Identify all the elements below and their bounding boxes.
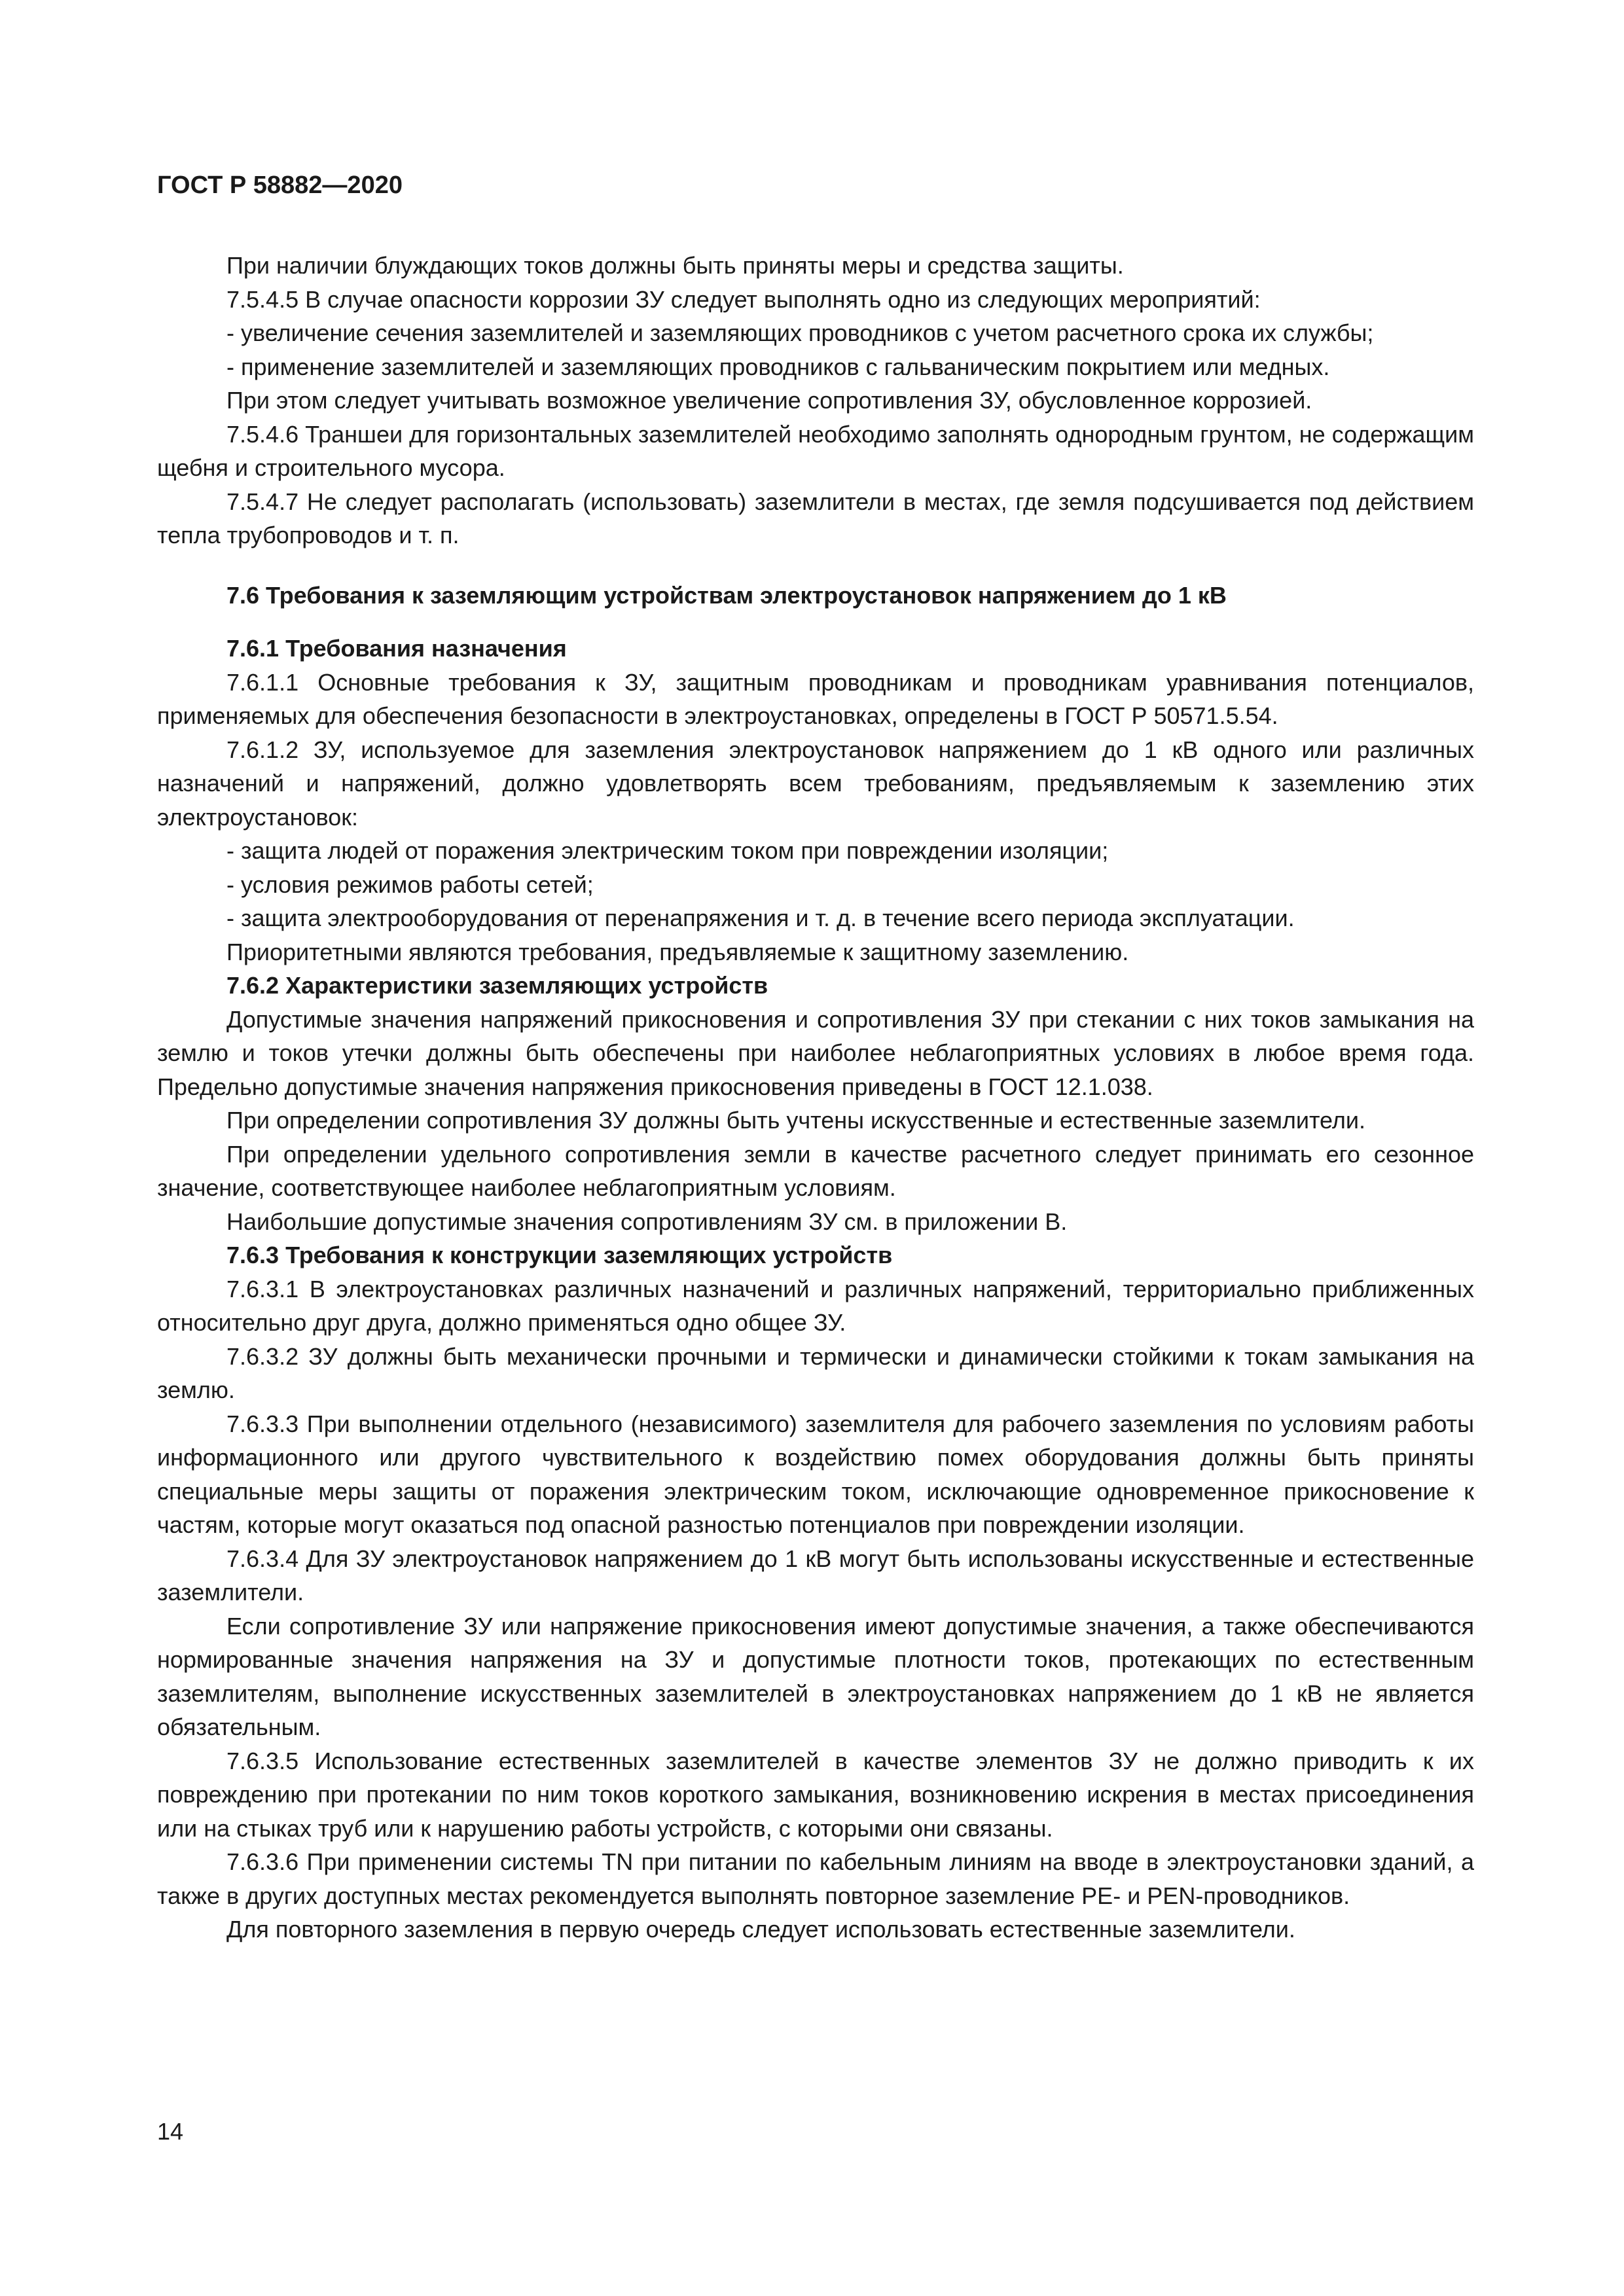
document-header: ГОСТ Р 58882—2020 [157, 171, 403, 199]
clause-7-6-1-2: 7.6.1.2 ЗУ, используемое для заземления электроустановок напряжением до 1 кВ одного или различных назначений и напряжений, должно удовлетворять всем требованиям, предъявляемым к заземлению этих электроустановок: [157, 736, 1474, 831]
list-item: - защита людей от поражения электрическим током при повреждении изоляции; [226, 837, 1109, 864]
clause-7-6-3-5: 7.6.3.5 Использование естественных заземлителей в качестве элементов ЗУ не должно приводить к их повреждению при протекании по ним токов короткого замыкания, возникновению искрения в местах присоединения или на стыках труб или к нарушению работы устройств, с которыми они связаны. [157, 1747, 1474, 1842]
list-item: - защита электрооборудования от перенапряжения и т. д. в течение всего периода эксплуатации. [226, 905, 1295, 931]
page-number: 14 [157, 2118, 184, 2145]
subsection-heading-7-6-1: 7.6.1 Требования назначения [226, 635, 567, 662]
clause-7-6-3-1: 7.6.3.1 В электроустановках различных назначений и различных напряжений, территориально приближенных относительно друг друга, должно применяться одно общее ЗУ. [157, 1275, 1474, 1336]
clause-7-6-3-4: 7.6.3.4 Для ЗУ электроустановок напряжением до 1 кВ могут быть использованы искусственные и естественные заземлители. [157, 1545, 1474, 1605]
list-item: - условия режимов работы сетей; [226, 870, 594, 898]
document-page [157, 169, 1474, 1946]
clause-7-6-3-3: 7.6.3.3 При выполнении отдельного (независимого) заземлителя для рабочего заземления по условиям работы информационного или другого чувствительного к воздействию помех оборудования должны быть приняты специальные меры защиты от поражения электрическим током, исключающие одновременное прикосновение к частям, которые могут оказаться под опасной разностью потенциалов при повреждении изоляции. [157, 1410, 1474, 1538]
clause-7-5-4-5: 7.5.4.5 В случае опасности коррозии ЗУ следует выполнять одно из следующих мероприятий: [226, 285, 1261, 313]
paragraph: При этом следует учитывать возможное увеличение сопротивления ЗУ, обусловленное коррозией. [226, 387, 1312, 414]
paragraph: Наибольшие допустимые значения сопротивлениям ЗУ см. в приложении В. [226, 1208, 1068, 1235]
paragraph: При определении сопротивления ЗУ должны быть учтены искусственные и естественные заземлители. [226, 1107, 1365, 1134]
section-heading-7-6: 7.6 Требования к заземляющим устройствам электроустановок напряжением до 1 кВ [226, 581, 1227, 609]
clause-7-6-1-1: 7.6.1.1 Основные требования к ЗУ, защитным проводникам и проводникам уравнивания потенциалов, применяемых для обеспечения безопасности в электроустановках, определены в ГОСТ Р 50571.5.54. [157, 668, 1474, 729]
clause-7-5-4-6: 7.5.4.6 Траншеи для горизонтальных заземлителей необходимо заполнять однородным грунтом, не содержащим щебня и строительного мусора. [157, 420, 1474, 481]
paragraph: При определении удельного сопротивления земли в качестве расчетного следует принимать его сезонное значение, соответствующее наиболее неблагоприятным условиям. [157, 1140, 1474, 1201]
clause-7-6-3-6: 7.6.3.6 При применении системы TN при питании по кабельным линиям на вводе в электроустановки зданий, а также в других доступных местах рекомендуется выполнять повторное заземление PE- и PEN-проводников. [157, 1848, 1474, 1909]
paragraph: Допустимые значения напряжений прикосновения и сопротивления ЗУ при стекании с них токов замыкания на землю и токов утечки должны быть обеспечены при наиболее неблагоприятных условиях в любое время года. Предельно допустимые значения напряжения прикосновения приведены в ГОСТ 12.1.038. [157, 1005, 1474, 1100]
clause-7-5-4-7: 7.5.4.7 Не следует располагать (использовать) заземлители в местах, где земля подсушивается под действием тепла трубопроводов и т. п. [157, 488, 1474, 548]
paragraph: Если сопротивление ЗУ или напряжение прикосновения имеют допустимые значения, а также обеспечиваются нормированные значения напряжения на ЗУ и допустимые плотности токов, протекающих по естественным заземлителям, выполнение искусственных заземлителей в электроустановках напряжением до 1 кВ не является обязательным. [157, 1612, 1474, 1740]
clause-7-6-3-2: 7.6.3.2 ЗУ должны быть механически прочными и термически и динамически стойкими к токам замыкания на землю. [157, 1342, 1474, 1403]
subsection-heading-7-6-2: 7.6.2 Характеристики заземляющих устройств [226, 972, 768, 999]
paragraph: При наличии блуждающих токов должны быть приняты меры и средства защиты. [226, 252, 1124, 279]
list-item: - применение заземлителей и заземляющих проводников с гальваническим покрытием или медных. [226, 353, 1330, 380]
subsection-heading-7-6-3: 7.6.3 Требования к конструкции заземляющих устройств [226, 1242, 893, 1268]
list-item: - увеличение сечения заземлителей и заземляющих проводников с учетом расчетного срока их службы; [226, 319, 1374, 346]
paragraph: Приоритетными являются требования, предъявляемые к защитному заземлению. [226, 938, 1129, 965]
paragraph: Для повторного заземления в первую очередь следует использовать естественные заземлители. [226, 1916, 1295, 1943]
